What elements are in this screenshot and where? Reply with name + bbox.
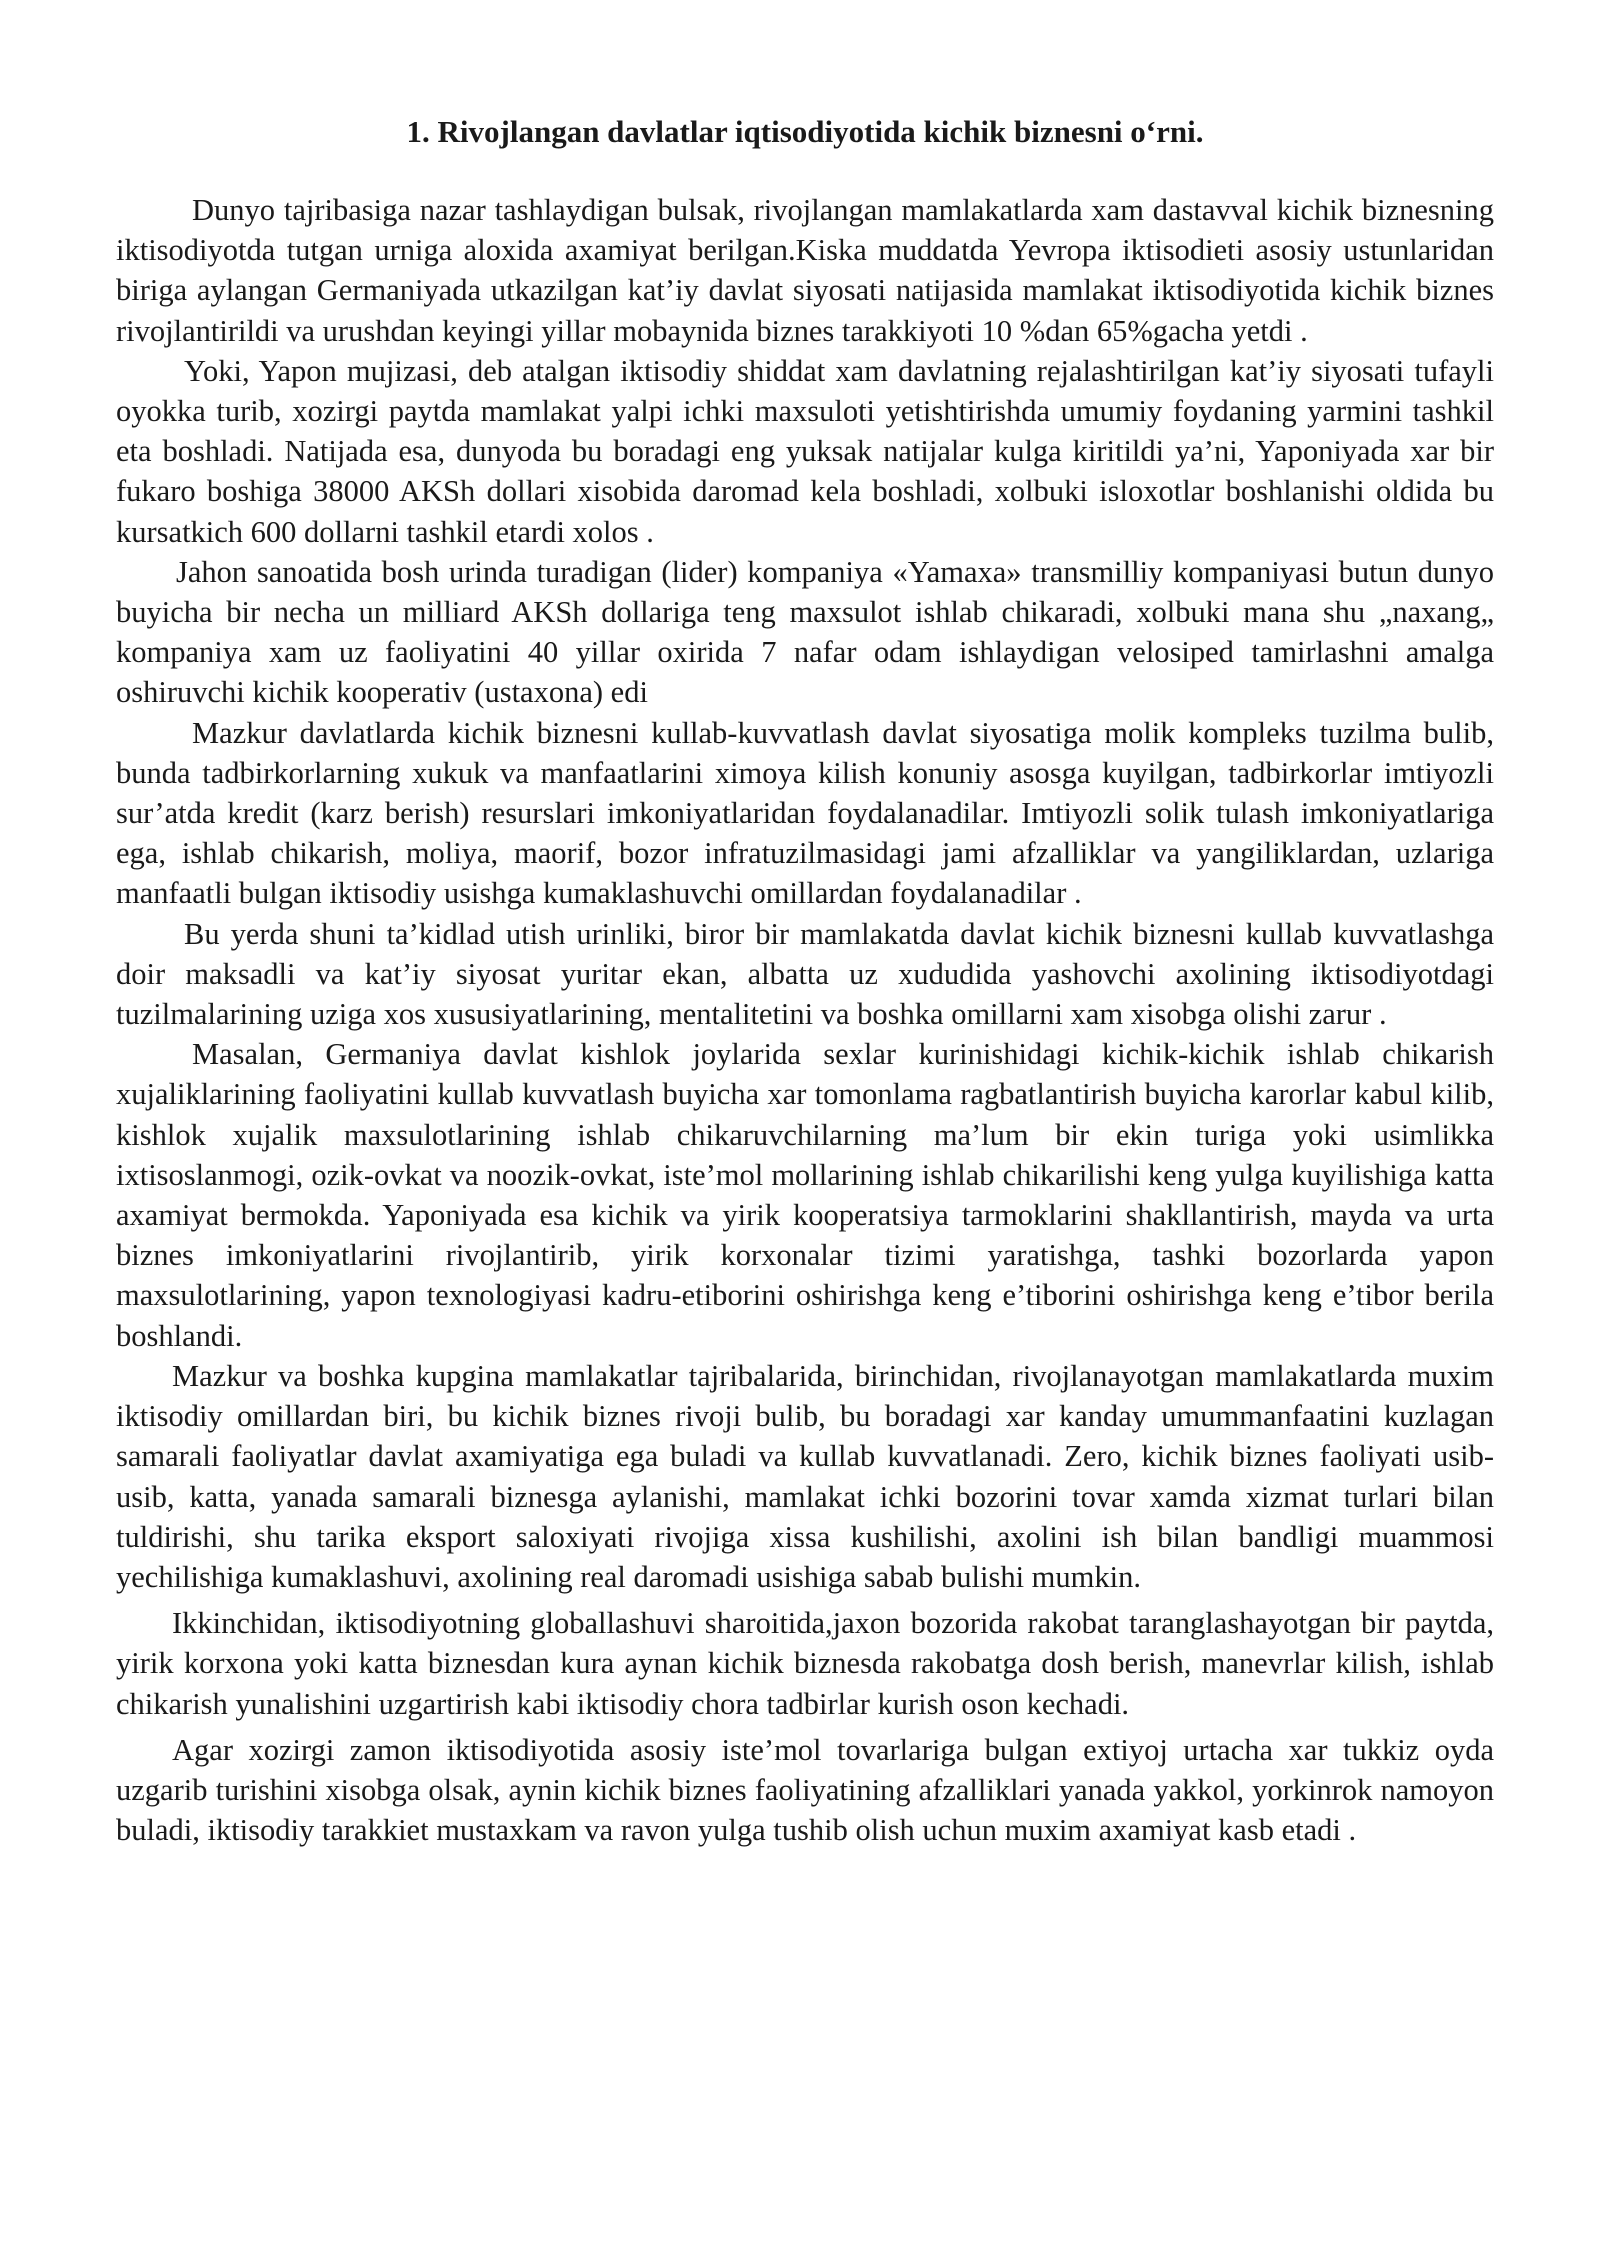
paragraph-1: Dunyo tajribasiga nazar tashlaydigan bulsak, rivojlangan mamlakatlarda xam dastavval kichik biznesning iktisodiyotda tutgan urniga aloxida axamiyat berilgan.Kiska muddatda Yevropa iktisodieti asosiy ustunlaridan biriga aylangan Germaniyada utkazilgan kat’iy davlat siyosati natijasida mamlakat iktisodiyotida kichik biznes rivojlantirildi va urushdan keyingi yillar mobaynida biznes tarakkiyoti 10 %dan 65%gacha yetdi . <box>116 193 1494 348</box>
paragraph-9: Agar xozirgi zamon iktisodiyotida asosiy iste’mol tovarlariga bulgan extiyoj urtacha xar tukkiz oyda uzgarib turishini xisobga olsak, aynin kichik biznes faoliyatining afzalliklari yanada yakkol, yorkinrok namoyon buladi, iktisodiy tarakkiet mustaxkam va ravon yulga tushib olish uchun muxim axamiyat kasb etadi . <box>116 1732 1494 1848</box>
paragraph-6: Masalan, Germaniya davlat kishlok joylarida sexlar kurinishidagi kichik-kichik ishlab chikarish xujaliklarining faoliyatini kullab kuvvatlash buyicha xar tomonlama ragbatlantirish buyicha karorlar kabul kilib, kishlok xujalik maxsulotlarining ishlab chikaruvchilarning ma’lum bir ekin turiga yoki usimlikka ixtisoslanmogi, ozik-ovkat va noozik-ovkat, iste’mol mollarining ishlab chikarilishi keng yulga kuyilishiga katta axamiyat bermokda. Yaponiyada esa kichik va yirik kooperatsiya tarmoklarini shakllantirish, mayda va urta biznes imkoniyatlarini rivojlantirib, yirik korxonalar tizimi yaratishga, tashki bozorlarda yapon maxsulotlarining, yapon texnologiyasi kadru-etiborini oshirishga keng e’tiborini oshirishga keng e’tibor berila boshlandi. <box>116 1037 1494 1353</box>
paragraph-7: Mazkur va boshka kupgina mamlakatlar tajribalarida, birinchidan, rivojlanayotgan mamlakatlarda muxim iktisodiy omillardan biri, bu kichik biznes rivoji bulib, bu boradagi xar kanday umummanfaatini kuzlagan samarali faoliyatlar davlat axamiyatiga ega buladi va kullab kuvvatlanadi. Zero, kichik biznes faoliyati usib-usib, katta, yanada samarali biznesga aylanishi, mamlakat ichki bozorini tovar xamda xizmat turlari bilan tuldirishi, shu tarika eksport saloxiyati rivojiga xissa kushilishi, axolini ish bilan bandligi muammosi yechilishiga kumaklashuvi, axolining real daromadi usishiga sabab bulishi mumkin. <box>116 1358 1494 1594</box>
document-page <box>116 112 1494 1850</box>
paragraph-4: Mazkur davlatlarda kichik biznesni kullab-kuvvatlash davlat siyosatiga molik kompleks tuzilma bulib, bunda tadbirkorlarning xukuk va manfaatlarini ximoya kilish konuniy asosga kuyilgan, tadbirkorlar imtiyozli sur’atda kredit (karz berish) resurslari imkoniyatlaridan foydalanadilar. Imtiyozli solik tulash imkoniyatlariga ega, ishlab chikarish, moliya, maorif, bozor infratuzilmasidagi jami afzalliklar va yangiliklardan, uzlariga manfaatli bulgan iktisodiy usishga kumaklashuvchi omillardan foydalanadilar . <box>116 715 1494 911</box>
paragraph-5: Bu yerda shuni ta’kidlad utish urinliki, biror bir mamlakatda davlat kichik biznesni kullab kuvvatlashga doir maksadli va kat’iy siyosat yuritar ekan, albatta uz xududida yashovchi axolining iktisodiyotdagi tuzilmalarining uziga xos xususiyatlarining, mentalitetini va boshka omillarni xam xisobga olishi zarur . <box>116 916 1494 1032</box>
paragraph-8: Ikkinchidan, iktisodiyotning globallashuvi sharoitida,jaxon bozorida rakobat taranglashayotgan bir paytda, yirik korxona yoki katta biznesdan kura aynan kichik biznesda rakobatga dosh berish, manevrlar kilish, ishlab chikarish yunalishini uzgartirish kabi iktisodiy chora tadbirlar kurish oson kechadi. <box>116 1606 1494 1721</box>
paragraph-3: Jahon sanoatida bosh urinda turadigan (lider) kompaniya «Yamaxa» transmilliy kompaniyasi butun dunyo buyicha bir necha un milliard AKSh dollariga teng maxsulot ishlab chikaradi, xolbuki mana shu „naxang„ kompaniya xam uz faoliyatini 40 yillar oxirida 7 nafar odam ishlaydigan velosiped tamirlashni amalga oshiruvchi kichik kooperativ (ustaxona) edi <box>116 554 1494 710</box>
document-title: 1. Rivojlangan davlatlar iqtisodiyotida kichik biznesni o‘rni. <box>406 114 1204 149</box>
paragraph-2: Yoki, Yapon mujizasi, deb atalgan iktisodiy shiddat xam davlatning rejalashtirilgan kat’iy siyosati tufayli oyokka turib, xozirgi paytda mamlakat yalpi ichki maxsuloti yetishtirishda umumiy foydaning yarmini tashkil eta boshladi. Natijada esa, dunyoda bu boradagi eng yuksak natijalar kulga kiritildi ya’ni, Yaponiyada xar bir fukaro boshiga 38000 AKSh dollari xisobida daromad kela boshladi, xolbuki isloxotlar boshlanishi oldida bu kursatkich 600 dollarni tashkil etardi xolos . <box>116 353 1494 549</box>
